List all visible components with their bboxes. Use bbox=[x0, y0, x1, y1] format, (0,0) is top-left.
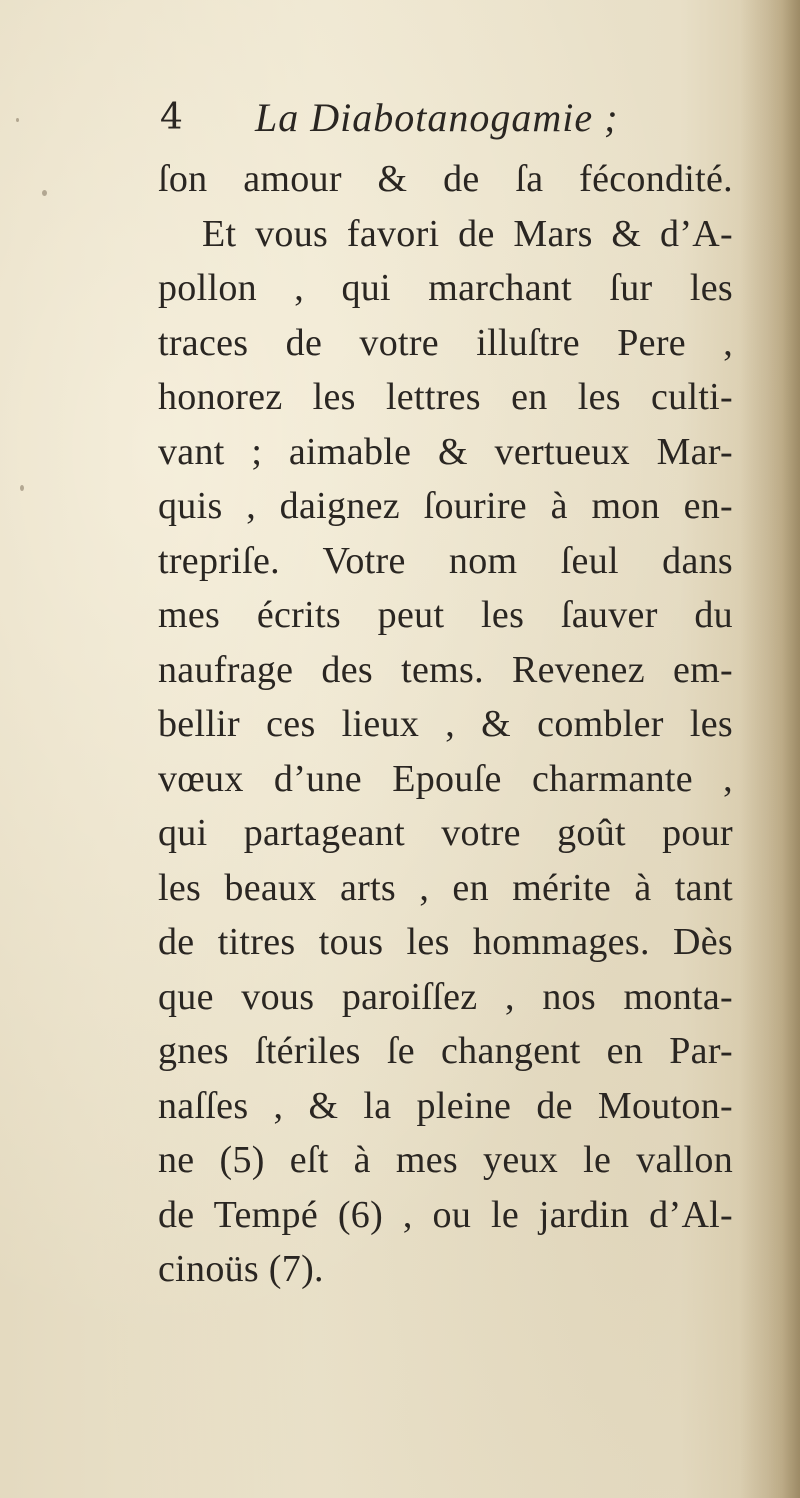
text-line: naufrage des tems. Revenez em- bbox=[158, 648, 733, 691]
text-line: bellir ces lieux , & combler les bbox=[158, 703, 733, 745]
page-number: 4 bbox=[160, 97, 183, 138]
text-line: mes écrits peut les ſauver du bbox=[158, 594, 733, 636]
text-line: ne (5) eſt à mes yeux le vallon bbox=[158, 1139, 733, 1181]
body-text bbox=[158, 152, 733, 1297]
text-line: trepriſe. Votre nom ſeul dans bbox=[158, 539, 733, 582]
text-line: Et vous favori de Mars & d’A- bbox=[202, 212, 733, 255]
running-title: La Diabotanogamie ; bbox=[255, 95, 619, 140]
text-line: cinoüs (7). bbox=[158, 1248, 324, 1290]
text-line: vœux d’une Epouſe charmante , bbox=[158, 757, 733, 800]
page-edge-shadow bbox=[740, 0, 800, 1498]
text-line: les beaux arts , en mérite à tant bbox=[158, 866, 733, 909]
text-line: de Tempé (6) , ou le jardin d’Al- bbox=[158, 1193, 733, 1236]
running-header bbox=[160, 92, 660, 144]
text-line: pollon , qui marchant ſur les bbox=[158, 267, 733, 309]
paper-speck bbox=[42, 190, 47, 196]
text-line: ſon amour & de ſa fécondité. bbox=[158, 158, 733, 200]
text-line: honorez les lettres en les culti- bbox=[158, 376, 733, 418]
text-line: que vous paroiſſez , nos monta- bbox=[158, 975, 733, 1018]
text-line: de titres tous les hommages. Dès bbox=[158, 921, 733, 963]
text-line: gnes ſtériles ſe changent en Par- bbox=[158, 1030, 733, 1072]
text-line: qui partageant votre goût pour bbox=[158, 812, 733, 854]
text-line: quis , daignez ſourire à mon en- bbox=[158, 485, 733, 527]
text-line: vant ; aimable & vertueux Mar- bbox=[158, 430, 733, 473]
paper-speck bbox=[20, 485, 24, 491]
paper-speck bbox=[16, 118, 19, 122]
text-line: naſſes , & la pleine de Mouton- bbox=[158, 1084, 733, 1127]
text-line: traces de votre illuſtre Pere , bbox=[158, 321, 733, 364]
